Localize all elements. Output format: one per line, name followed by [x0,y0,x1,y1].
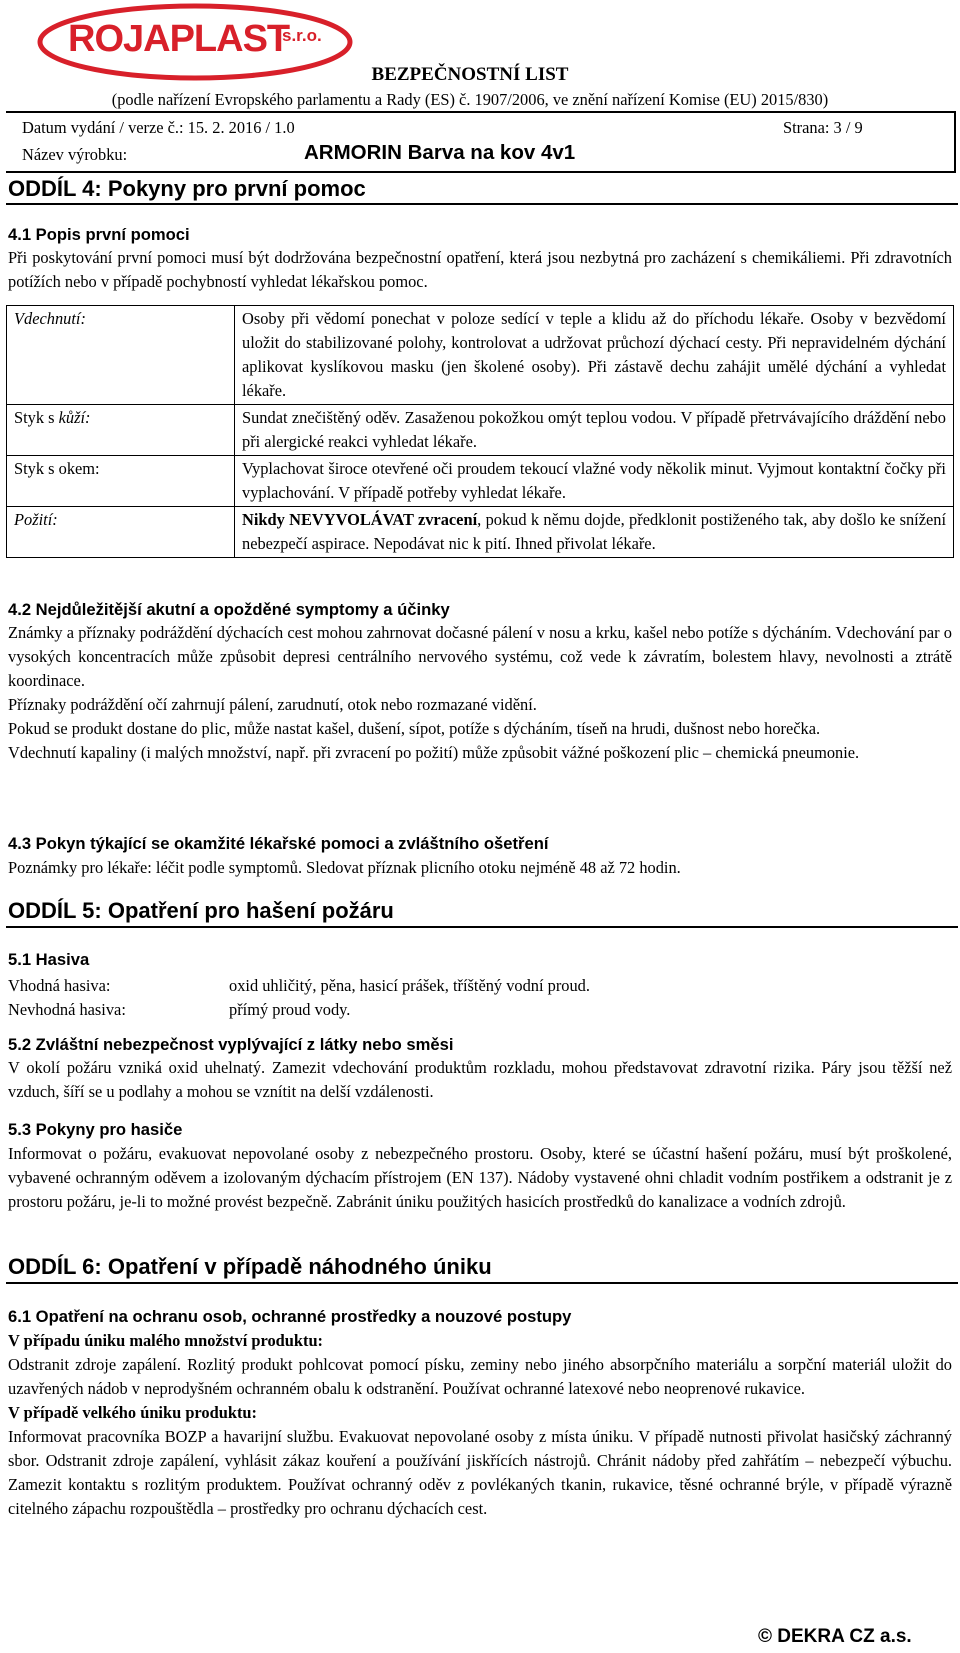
section-4-title: ODDÍL 4: Pokyny pro první pomoc [8,176,366,201]
issue-date: Datum vydání / verze č.: 15. 2. 2016 / 1.0 [22,118,295,137]
row-label-b: kůží: [58,408,91,427]
unsuitable-media [8,998,351,1022]
heading-4-3: 4.3 Pokyn týkající se okamžité lékařské pomoci a zvláštního ošetření [8,834,549,853]
large-spill-text: Informovat pracovníka BOZP a havarijní službu. Evakuovat nepovolané osoby z místa úniku. V případě nutnosti přivolat hasičský záchranný sbor. Odstranit zdroje zapálení, vyhlásit zákaz kouření a používání jiskřících nástrojů. Chránit nádoby před zahřátím – nebezpečí výbuchu. Zamezit kontaktu s rozlitým produktem. Používat ochranný oděv z povlékaných tkanin, rukavice, těsné ochranné brýle, v případě výrazně citelného zápachu rozpouštědla – prostředky pro ochranu dýchacích cest. [8,1427,952,1518]
doc-title: BEZPEČNOSTNÍ LIST [371,64,569,85]
row-text: Vyplachovat široce otevřené oči proudem tekoucí vlažné vody několik minut. Vyjmout kontaktní čočky při vyplachování. V případě potřeby vyhledat lékaře. [235,456,954,507]
heading-4-2: 4.2 Nejdůležitější akutní a opožděné symptomy a účinky [8,600,450,619]
row-label: Vdechnutí: [7,306,235,405]
row-label: Styk s okem: [7,456,235,507]
table-row [7,405,954,456]
section-6-rule [6,1282,958,1284]
product-name: ARMORIN Barva na kov 4v1 [304,141,576,164]
table-row [7,456,954,507]
row-text [235,507,954,558]
para-5-2: V okolí požáru vzniká oxid uhelnatý. Zamezit vdechování produktům rozkladu, mohou představovat zdravotní rizika. Páry jsou těžší než vzduch, šíří se u podlahy a mohou se vznítit na delší vzdálenosti. [8,1058,952,1101]
suitable-label: Vhodná hasiva: [8,976,111,995]
para-5-3: Informovat o požáru, evakuovat nepovolané osoby z nebezpečného prostoru. Osoby, které se účastní hašení požáru, musí být proškolené, vybavené ochranným oděvem a izolovaným dýchacím přístrojem (EN 137). Nádoby vystavené ohni chladit vodním postřikem a odstranit je z prostoru požáru, je-li to možné provést bezpečně. Zabránit úniku použitých hasicích prostředků do kanalizace a vodních zdrojů. [8,1144,952,1211]
heading-6-1: 6.1 Opatření na ochranu osob, ochranné prostředky a nouzové postupy [8,1307,572,1326]
logo-suffix: s.r.o. [282,26,322,45]
section-5-title: ODDÍL 5: Opatření pro hašení požáru [8,898,394,923]
row-rest: , pokud k němu dojde, předklonit postiženého tak, aby došlo ke snížení nebezpečí aspirace. Nepodávat nic k pití. Ihned přivolat lékaře. [242,510,946,553]
para-4-3: Poznámky pro lékaře: léčit podle symptomů. Sledovat příznak plicního otoku nejméně 48 až 72 hodin. [8,858,681,877]
section-4-rule [6,203,958,205]
row-text: Osoby při vědomí ponechat v poloze sedící v teple a klidu až do příchodu lékaře. Osoby v bezvědomí uložit do stabilizované polohy, kontrolovat a udržovat průchozí dýchací cesty. Při nepravidelném dýchání aplikovat kyslíkovou masku (jen školené osoby). Při zástavě dechu zahájit umělé dýchání a vyhledat lékaře. [235,306,954,405]
table-row [7,507,954,558]
heading-4-1: 4.1 Popis první pomoci [8,225,190,244]
table-row [7,306,954,405]
suitable-media [8,974,590,998]
para-4-2d: Vdechnutí kapaliny (i malých množství, např. při zvracení po požití) může způsobit vážné poškození plic – chemická pneumonie. [8,743,860,762]
large-spill-heading: V případě velkého úniku produktu: [8,1403,257,1422]
suitable-value: oxid uhličitý, pěna, hasicí prášek, tříštěný vodní proud. [229,976,590,995]
row-text: Sundat znečištěný oděv. Zasaženou pokožkou omýt teplou vodou. V případě přetrvávajícího dráždění nebo při alergické reakci vyhledat lékaře. [235,405,954,456]
block-6-1 [8,1329,952,1521]
para-4-2c: Pokud se produkt dostane do plic, může nastat kašel, dušení, sípot, potíže s dýcháním, tíseň na hrudi, dušnost nebo horečka. [8,719,821,738]
section-6-title: ODDÍL 6: Opatření v případě náhodného úniku [8,1254,492,1279]
page-number: Strana: 3 / 9 [783,118,863,137]
doc-subtitle: (podle nařízení Evropského parlamentu a Rady (ES) č. 1907/2006, ve znění nařízení Komise (EU) 2015/830) [111,90,829,109]
para-4-2b: Příznaky podráždění očí zahrnují pálení, zarudnutí, otok nebo rozmazané vidění. [8,695,537,714]
first-aid-table [6,305,954,558]
row-bold: Nikdy NEVYVOLÁVAT zvracení [242,510,478,529]
product-label: Název výrobku: [22,145,128,164]
logo-text: ROJAPLAST [68,18,290,60]
unsuitable-value: přímý proud vody. [229,1000,351,1019]
unsuitable-label: Nevhodná hasiva: [8,1000,126,1019]
row-label: Požití: [7,507,235,558]
block-4-2 [8,621,952,765]
section-5-rule [6,926,958,928]
para-4-2a: Známky a příznaky podráždění dýchacích cest mohou zahrnovat dočasné pálení v nosu a krku, kašel nebo potíže s dýcháním. Vdechování par o vysokých koncentracích může způsobit depresi centrálního nervového systému, což vede k závratím, bolestem hlavy, nevolnosti a ztrátě koordinace. [8,623,952,690]
row-label-a: Styk s [14,408,59,427]
heading-5-3: 5.3 Pokyny pro hasiče [8,1120,183,1139]
heading-5-2: 5.2 Zvláštní nebezpečnost vyplývající z látky nebo směsi [8,1035,454,1054]
heading-5-1: 5.1 Hasiva [8,950,90,969]
para-4-1: Při poskytování první pomoci musí být dodržována bezpečnostní opatření, která jsou nezbytná pro zacházení s chemikáliemi. Při zdravotních potížích nebo v případě pochybností vyhledat lékařskou pomoc. [8,248,952,291]
row-label [7,405,235,456]
footer-copyright: © DEKRA CZ a.s. [758,1626,912,1647]
small-spill-text: Odstranit zdroje zapálení. Rozlitý produkt pohlcovat pomocí písku, zeminy nebo jiného absorpčního materiálu a sorpční materiál uložit do uzavřených nádob v neprodyšném ochranném obalu k odstranění. Používat ochranné latexové nebo neoprenové rukavice. [8,1355,952,1398]
small-spill-heading: V případu úniku malého množství produktu: [8,1331,324,1350]
